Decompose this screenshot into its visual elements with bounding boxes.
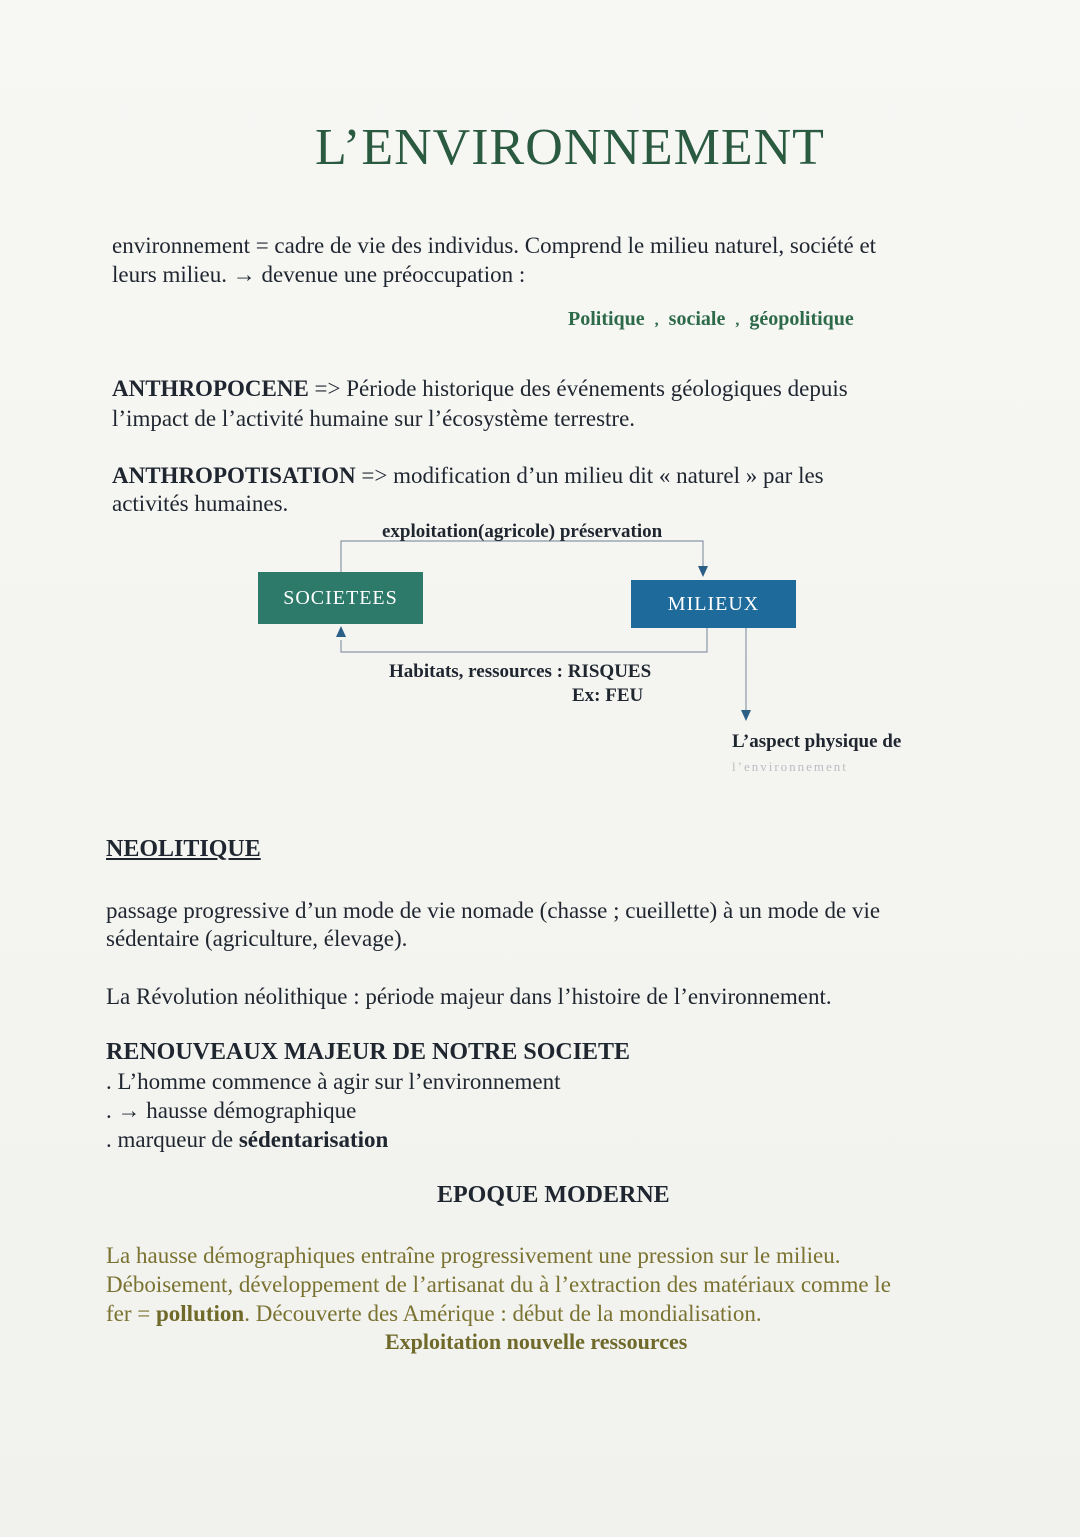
concern-politique: Politique <box>568 308 645 330</box>
diagram-example: Ex: FEU <box>572 685 644 706</box>
intro-line-1: environnement = cadre de vie des individus. Comprend le milieu naturel, société et <box>112 233 877 258</box>
page-title: L’ENVIRONNEMENT <box>315 119 825 176</box>
anthropocene-line-1: ANTHROPOCENE => Période historique des événements géologiques depuis <box>112 376 848 401</box>
anthropotisation-line-2: activités humaines. <box>112 491 289 516</box>
anthropocene-term: ANTHROPOCENE <box>112 376 309 401</box>
arrow-down-icon <box>741 710 751 721</box>
box-societees: SOCIETEES <box>258 572 423 624</box>
diagram-top-label: exploitation(agricole) préservation <box>382 521 663 542</box>
intro-line-2: leurs milieu. → devenue une préoccupation : <box>112 262 526 287</box>
moderne-line-3: fer = pollution. Découverte des Amérique : début de la mondialisation. <box>106 1301 762 1326</box>
concern-geopolitique: géopolitique <box>749 308 854 330</box>
moderne-line-1: La hausse démographiques entraîne progressivement une pression sur le milieu. <box>106 1243 841 1268</box>
sedentarisation-term: sédentarisation <box>238 1127 389 1152</box>
diagram-bottom-label: Habitats, ressources : RISQUES <box>389 661 652 682</box>
diagram-side-faded: l’environnement <box>732 759 848 774</box>
neolithique-line-2: sédentaire (agriculture, élevage). <box>106 926 408 951</box>
arrow-to-societees-icon <box>336 626 346 637</box>
renouveaux-heading: RENOUVEAUX MAJEUR DE NOTRE SOCIETE <box>106 1039 631 1065</box>
arrow-to-milieux-icon <box>698 566 708 577</box>
concern-sociale: sociale <box>668 308 726 330</box>
box-milieux: MILIEUX <box>631 580 796 628</box>
moderne-line-2: Déboisement, développement de l’artisanat du à l’extraction des matériaux comme le <box>106 1272 891 1297</box>
anthropotisation-term: ANTHROPOTISATION <box>112 463 356 488</box>
renouveaux-item-3: . marqueur de sédentarisation <box>106 1127 389 1152</box>
anthropotisation-definition: modification d’un milieu dit « naturel » par les <box>393 463 824 488</box>
diagram-side-label: L’aspect physique de <box>732 731 902 752</box>
anthropocene-line-2: l’impact de l’activité humaine sur l’écosystème terrestre. <box>112 406 636 431</box>
moderne-heading: EPOQUE MODERNE <box>437 1182 670 1208</box>
anthropocene-definition: Période historique des événements géologiques depuis <box>346 376 848 401</box>
revolution-line: La Révolution néolithique : période majeur dans l’histoire de l’environnement. <box>106 984 832 1009</box>
neolithique-line-1: passage progressive d’un mode de vie nomade (chasse ; cueillette) à un mode de vie <box>106 898 881 923</box>
pollution-term: pollution <box>156 1301 245 1326</box>
neolithique-heading: NEOLITIQUE <box>106 836 261 862</box>
anthropotisation-line-1: ANTHROPOTISATION => modification d’un milieu dit « naturel » par les <box>112 463 824 488</box>
moderne-footer: Exploitation nouvelle ressources <box>385 1329 688 1354</box>
top-connector <box>341 541 703 572</box>
bottom-connector <box>341 628 707 652</box>
concerns-list: Politique , sociale , géopolitique <box>568 308 854 330</box>
renouveaux-item-1: . L’homme commence à agir sur l’environnement <box>106 1069 561 1094</box>
renouveaux-item-2: . → hausse démographique <box>106 1098 357 1123</box>
